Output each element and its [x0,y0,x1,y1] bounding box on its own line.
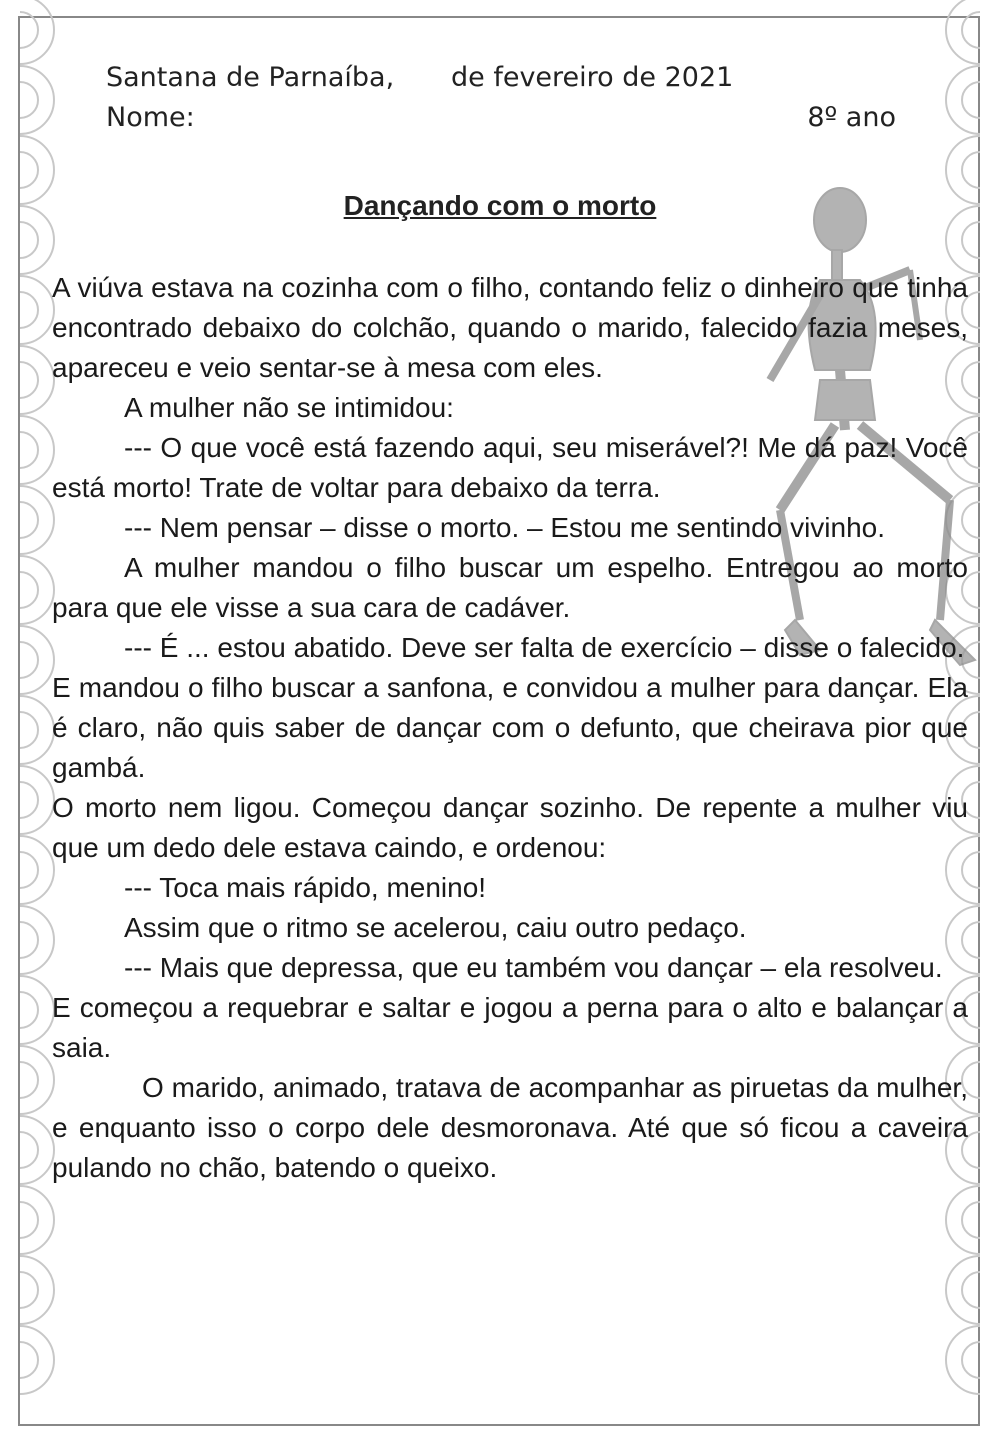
page-title: Dançando com o morto [343,190,657,221]
paragraph: A viúva estava na cozinha com o filho, contando feliz o dinheiro que tinha encontrado debaixo do colchão, quando o marido, falecido fazia meses, apareceu e veio sentar-se à mesa com eles. [52,272,968,383]
date-text: de fevereiro de 2021 [451,62,734,93]
paragraph: --- Toca mais rápido, menino! [124,872,487,903]
paragraph: O morto nem ligou. Começou dançar sozinho. De repente a mulher viu que um dedo dele estava caindo, e ordenou: [52,792,968,863]
location-text: Santana de Parnaíba, [106,62,395,93]
paragraph: A mulher mandou o filho buscar um espelho. Entregou ao morto para que ele visse a sua cara de cadáver. [52,552,968,623]
paragraph: E mandou o filho buscar a sanfona, e convidou a mulher para dançar. Ela é claro, não quis saber de dançar com o defunto, que cheirava pior que gambá. [52,672,968,783]
paragraph: E começou a requebrar e saltar e jogou a perna para o alto e balançar a saia. [52,992,968,1063]
paragraph: A mulher não se intimidou: [124,392,454,423]
paragraph: O marido, animado, tratava de acompanhar as piruetas da mulher, e enquanto isso o corpo dele desmoronava. Até que só ficou a caveira pulando no chão, batendo o queixo. [52,1072,968,1183]
story-text [52,268,968,1188]
paragraph: --- É ... estou abatido. Deve ser falta de exercício – disse o falecido. [124,632,965,663]
paragraph: --- Nem pensar – disse o morto. – Estou me sentindo vivinho. [124,512,886,543]
name-label: Nome: [106,102,195,133]
paragraph: Assim que o ritmo se acelerou, caiu outro pedaço. [124,912,747,943]
grade-text: 8º ano [807,102,896,133]
worksheet-header [106,58,906,138]
paragraph: --- Mais que depressa, que eu também vou dançar – ela resolveu. [124,952,943,983]
paragraph: --- O que você está fazendo aqui, seu miserável?! Me dá paz! Você está morto! Trate de voltar para debaixo da terra. [52,432,968,503]
